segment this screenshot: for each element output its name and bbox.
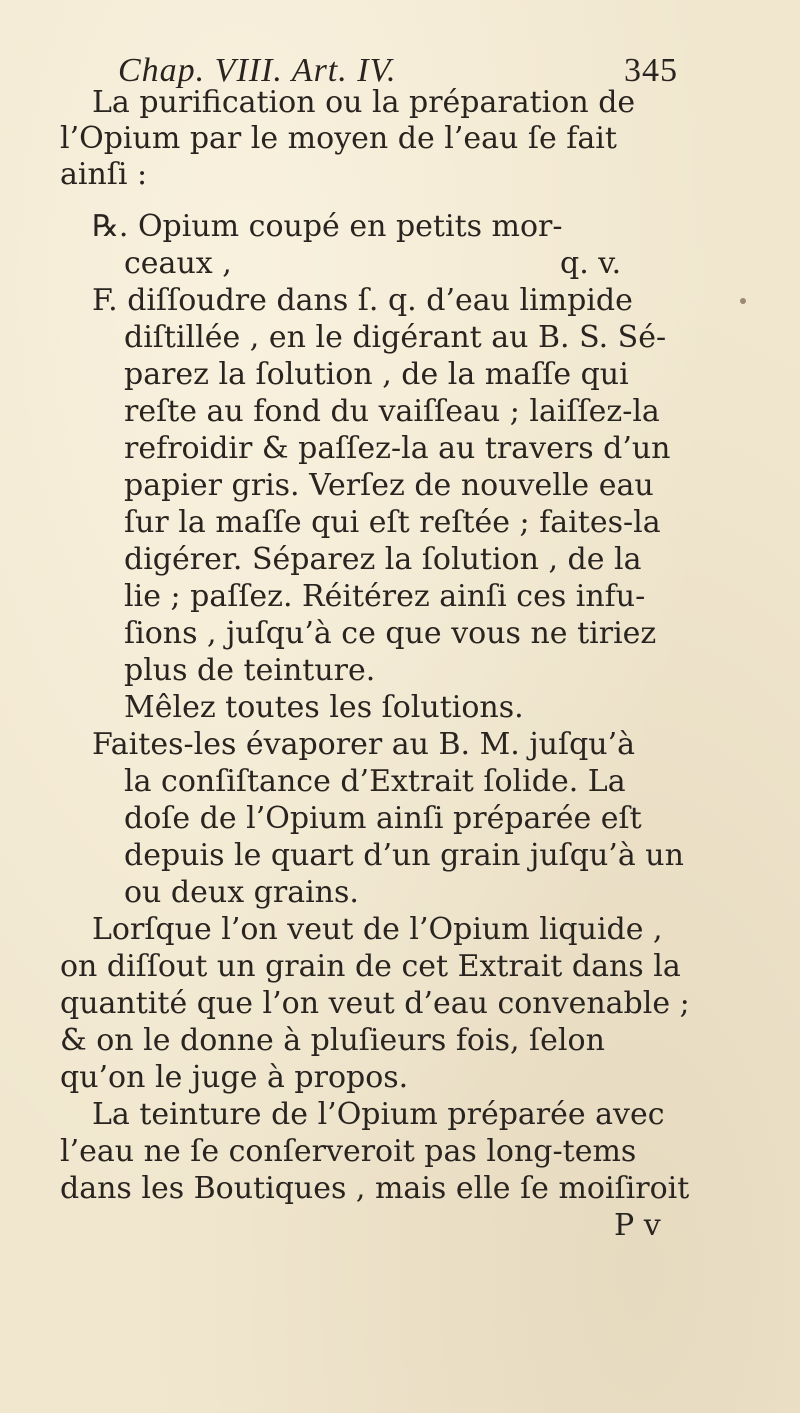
text-line: La teinture de l’Opium préparée avec xyxy=(92,1097,665,1132)
text-line: ou deux grains. xyxy=(124,875,359,910)
text-line: ſur la maſſe qui eſt reſtée ; faites-la xyxy=(124,505,661,540)
signature-mark: P v xyxy=(614,1208,661,1243)
ink-spot xyxy=(740,298,746,304)
text-line: refroidir & paſſez-la au travers d’un xyxy=(124,431,671,466)
text-line: Faites-les évaporer au B. M. juſqu’à xyxy=(92,727,636,762)
text-line: papier gris. Verſez de nouvelle eau xyxy=(124,468,654,503)
text-line: qu’on le juge à propos. xyxy=(60,1060,409,1095)
text-line: digérer. Séparez la ſolution , de la xyxy=(124,542,642,577)
text-line: F. diſſoudre dans ſ. q. d’eau limpide xyxy=(92,283,633,318)
text-line: La purification ou la préparation de xyxy=(92,85,636,120)
running-title: Chap. VIII. Art. IV. xyxy=(118,52,397,89)
text-line: quantité que l’on veut d’eau convenable ; xyxy=(60,986,690,1021)
dose-quantity: q. v. xyxy=(560,246,622,281)
text-line: la conſiſtance d’Extrait ſolide. La xyxy=(124,764,626,799)
text-line: lie ; paſſez. Réitérez ainſi ces infu- xyxy=(124,579,646,614)
text-line: ℞. Opium coupé en petits mor- xyxy=(92,209,563,244)
text-line: l’Opium par le moyen de l’eau ſe fait xyxy=(60,121,617,156)
text-line: ainſi : xyxy=(60,157,148,192)
text-line: parez la ſolution , de la maſſe qui xyxy=(124,357,629,392)
text-line: plus de teinture. xyxy=(124,653,376,688)
text-line: doſe de l’Opium ainſi préparée eſt xyxy=(124,801,642,836)
text-line: on diſſout un grain de cet Extrait dans la xyxy=(60,949,681,984)
text-line: & on le donne à pluſieurs fois, ſelon xyxy=(60,1023,605,1058)
text-line: dans les Boutiques , mais elle ſe moiſiroit xyxy=(60,1171,690,1206)
text-line: Mêlez toutes les ſolutions. xyxy=(124,690,524,725)
text-line: depuis le quart d’un grain juſqu’à un xyxy=(124,838,684,873)
text-line: diſtillée , en le digérant au B. S. Sé- xyxy=(124,320,667,355)
text-line: ſions , juſqu’à ce que vous ne tiriez xyxy=(124,616,657,651)
text-line: ceaux , xyxy=(124,246,232,281)
text-line: l’eau ne ſe conſerveroit pas long-tems xyxy=(60,1134,637,1169)
text-line: reſte au fond du vaiſſeau ; laiſſez-la xyxy=(124,394,660,429)
page-number: 345 xyxy=(624,52,678,89)
text-line: Lorſque l’on veut de l’Opium liquide , xyxy=(92,912,663,947)
